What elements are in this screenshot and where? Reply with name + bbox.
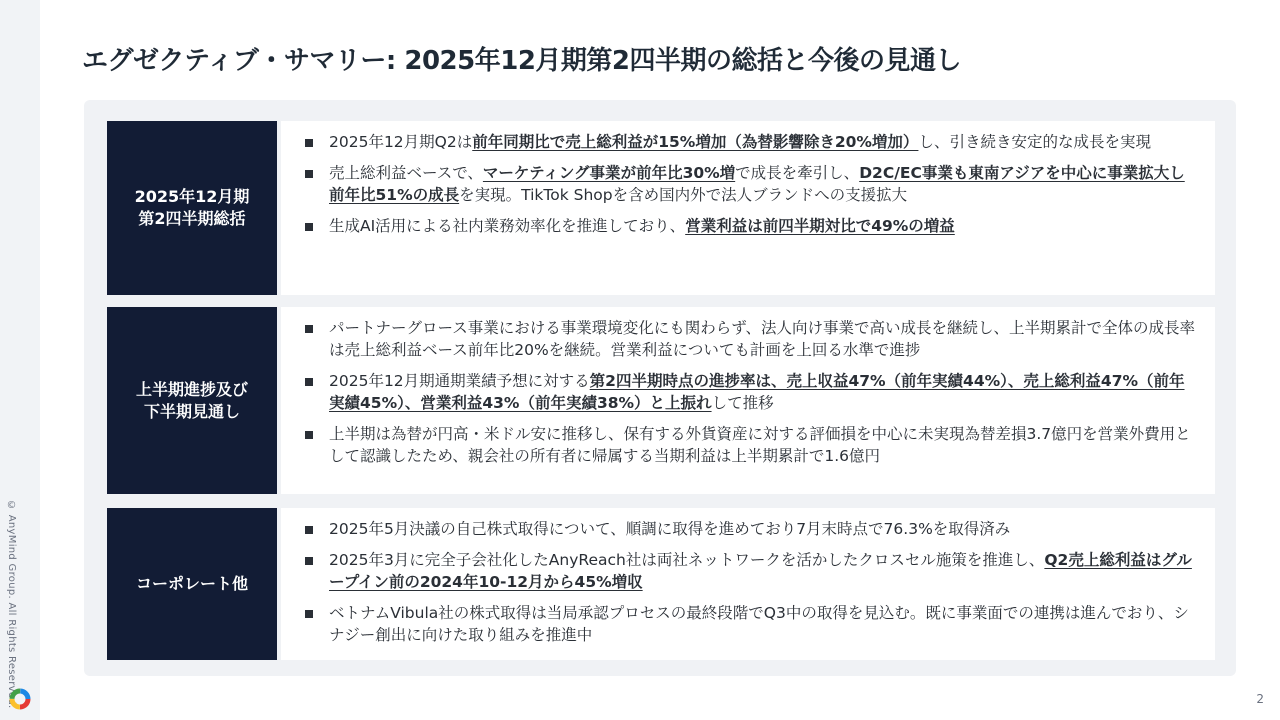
highlight-text: マーケティング事業が前年比30%増 [482, 164, 736, 182]
section-bullets [281, 508, 1215, 660]
bullet-text: 2025年12月期Q2は [329, 133, 473, 151]
bullet-item [303, 549, 1197, 593]
highlight-text: 第2四半期時点の進捗率は、売上収益47%（前年実績44%）、売上総利益47%（前年実績45%）、営業利益43%（前年実績38%）と上振れ [329, 372, 1185, 412]
bullet-text: 上半期は為替が円高・米ドル安に推移し、保有する外貨資産に対する評価損を中心に未実現為替差損3.7億円を営業外費用として認識したため、親会社の所有者に帰属する当期利益は上半期累計で1.6億円 [329, 425, 1191, 465]
anymind-logo-icon [9, 688, 31, 710]
highlight-text: 前年同期比で売上総利益が15%増加（為替影響除き20%増加） [472, 133, 919, 151]
highlight-text: 営業利益は前四半期対比で49%の増益 [685, 217, 955, 235]
section-corporate [107, 508, 1215, 660]
bullet-text: ベトナムVibula社の株式取得は当局承認プロセスの最終段階でQ3中の取得を見込む。既に事業面での連携は進んでおり、シナジー創出に向けた取り組みを推進中 [329, 604, 1189, 644]
left-sidebar-strip [0, 0, 40, 720]
bullet-text: して推移 [711, 394, 774, 412]
bullet-text: パートナーグロース事業における事業環境変化にも関わらず、法人向け事業で高い成長を継続し、上半期累計で全体の成長率は売上総利益ベース前年比20%を継続。営業利益についても計画を上回る水準で進捗 [329, 319, 1195, 359]
page-number: 2 [1256, 692, 1264, 706]
section-label: コーポレート他 [107, 508, 277, 660]
bullet-item [303, 215, 1197, 237]
section-bullets [281, 307, 1215, 494]
bullet-text: し、引き続き安定的な成長を実現 [918, 133, 1151, 151]
bullet-item [303, 317, 1197, 361]
bullet-text: 2025年12月期通期業績予想に対する [329, 372, 590, 390]
bullet-text: 売上総利益ベースで、 [329, 164, 483, 182]
section-q2-summary [107, 121, 1215, 295]
section-label: 上半期進捗及び 下半期見通し [107, 307, 277, 494]
page-title: エグゼクティブ・サマリー: 2025年12月期第2四半期の総括と今後の見通し [82, 46, 962, 76]
bullet-text: で成長を牽引し、 [735, 164, 860, 182]
highlight-text: D2C/EC事業も東南アジアを中心に事業拡大し前年比51%の成長 [329, 164, 1185, 204]
bullet-item [303, 131, 1197, 153]
highlight-text: Q2売上総利益はグループイン前の2024年10-12月から45%増収 [329, 551, 1192, 591]
bullet-item [303, 162, 1197, 206]
section-bullets [281, 121, 1215, 295]
bullet-item [303, 423, 1197, 467]
bullet-text: を実現。TikTok Shopを含め国内外で法人ブランドへの支援拡大 [459, 186, 908, 204]
bullet-item [303, 370, 1197, 414]
bullet-item [303, 602, 1197, 646]
section-h1-progress-outlook [107, 307, 1215, 494]
bullet-text: 生成AI活用による社内業務効率化を推進しており、 [329, 217, 686, 235]
copyright-text: © AnyMind Group. All Rights Reserved. [6, 500, 17, 709]
bullet-item [303, 518, 1197, 540]
section-label: 2025年12月期 第2四半期総括 [107, 121, 277, 295]
bullet-text: 2025年5月決議の自己株式取得について、順調に取得を進めており7月末時点で76.3%を取得済み [329, 520, 1011, 538]
bullet-text: 2025年3月に完全子会社化したAnyReach社は両社ネットワークを活かしたクロスセル施策を推進し、 [329, 551, 1045, 569]
